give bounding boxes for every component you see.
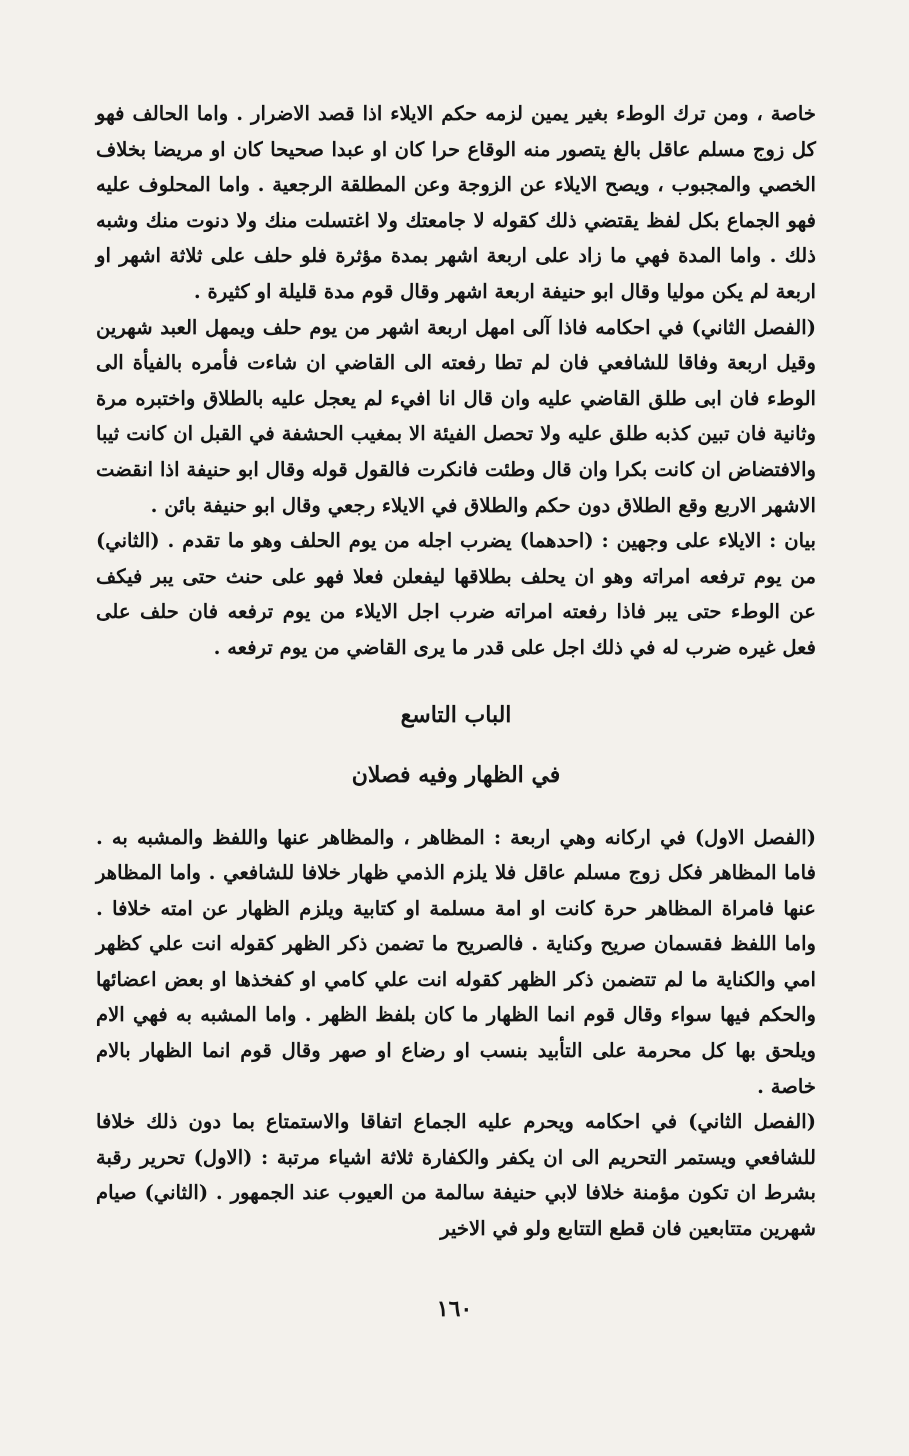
page-body [96, 96, 816, 1247]
paragraph: بيان : الايلاء على وجهين : (احدهما) يضرب اجله من يوم الحلف وهو ما تقدم . (الثاني) من يوم ترفعه امراته وهو ان يحلف بطلاقها ليفعلن فعلا فهو على حنث حتى يبر فيكف عن الوطء حتى يبر فاذا رفعته امراته ضرب اجل الايلاء من يوم ترفعه فان حلف على فعل غيره ضرب له في ذلك اجل على قدر ما يرى القاضي من يوم ترفعه . [96, 529, 816, 659]
paragraph: خاصة ، ومن ترك الوطء بغير يمين لزمه حكم الايلاء اذا قصد الاضرار . واما الحالف فهو كل زوج مسلم عاقل بالغ يتصور منه الوقاع حرا كان او عبدا صحيحا كان او مريضا بخلاف الخصي والمجبوب ، ويصح الايلاء عن الزوجة وعن المطلقة الرجعية . واما المحلوف عليه فهو الجماع بكل لفظ يقتضي ذلك كقوله لا جامعتك ولا اغتسلت منك ولا دنوت منك وشبه ذلك . واما المدة فهي ما زاد على اربعة اشهر بمدة مؤثرة فلو حلف على ثلاثة اشهر او اربعة لم يكن موليا وقال ابو حنيفة اربعة اشهر وقال قوم مدة قليلة او كثيرة . [96, 102, 816, 303]
chapter-heading: الباب التاسع [400, 701, 512, 728]
chapter-subtitle: في الظهار وفيه فصلان [351, 761, 561, 788]
paragraph: (الفصل الثاني) في احكامه ويحرم عليه الجماع اتفاقا والاستمتاع بما دون ذلك خلافا للشافعي ويستمر التحريم الى ان يكفر والكفارة ثلاثة اشياء مرتبة : (الاول) تحرير رقبة بشرط ان تكون مؤمنة خلافا لابي حنيفة سالمة من العيوب عند الجمهور . (الثاني) صيام شهرين متتابعين فان قطع التتابع ولو في الاخير [96, 1110, 816, 1241]
paragraph: (الفصل الاول) في اركانه وهي اربعة : المظاهر ، والمظاهر عنها واللفظ والمشبه به . فاما المظاهر فكل زوج مسلم عاقل فلا يلزم الذمي ظهار خلافا للشافعي . واما المظاهر عنها فامراة المظاهر حرة كانت او امة مسلمة او كتابية ويلزم الظهار عن امته خلافا . واما اللفظ فقسمان صريح وكناية . فالصريح ما تضمن ذكر الظهر كقوله انت علي كظهر امي والكناية ما لم تتضمن ذكر الظهر كقوله انت علي كامي او كفخذها او بعض اعضائها والحكم فيها سواء وقال قوم انما الظهار ما كان بلفظ الظهر . واما المشبه به فهي الام ويلحق بها كل محرمة على التأبيد بنسب او رضاع او صهر وقال قوم انما الظهار بالام خاصة . [96, 825, 816, 1098]
paragraph: (الفصل الثاني) في احكامه فاذا آلى امهل اربعة اشهر من يوم حلف ويمهل العبد شهرين وقيل اربعة وفاقا للشافعي فان لم تطا رفعته الى القاضي ان شاءت فأمره بالفيأة الى الوطء فان ابى طلق القاضي عليه وان قال انا افيء لم يعجل عليه بالطلاق واختبره مرة وثانية فان تبين كذبه طلق عليه ولا تحصل الفيئة الا بمغيب الحشفة في القبل ان كانت ثيبا والافتضاض ان كانت بكرا وان قال وطئت فانكرت فالقول قوله وقال ابو حنيفة اذا انقضت الاشهر الاربع وقع الطلاق دون حكم والطلاق في الايلاء رجعي وقال ابو حنيفة بائن . [96, 315, 816, 517]
page-number: ١٦٠ [436, 1296, 473, 1322]
